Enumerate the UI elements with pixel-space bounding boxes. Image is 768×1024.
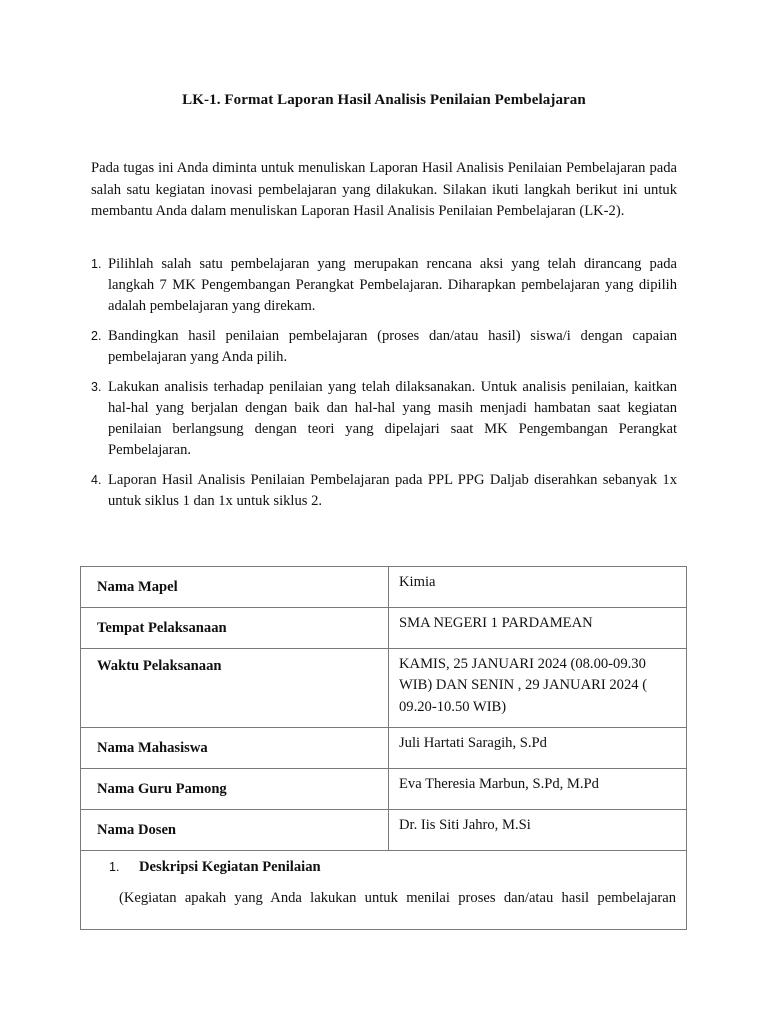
section-heading	[101, 857, 676, 877]
list-item-number: 4.	[91, 473, 102, 487]
list-item-number: 1.	[91, 257, 102, 271]
table-row	[81, 769, 687, 810]
table-row	[81, 649, 687, 728]
row-value: SMA NEGERI 1 PARDAMEAN	[389, 608, 687, 649]
intro-paragraph: Pada tugas ini Anda diminta untuk menuliskan Laporan Hasil Analisis Penilaian Pembelajaran pada salah satu kegiatan inovasi pembelajaran yang dilakukan. Silakan ikuti langkah berikut ini untuk membantu Anda dalam menuliskan Laporan Hasil Analisis Penilaian Pembelajaran (LK-2).	[91, 160, 677, 220]
row-label: Nama Mapel	[81, 567, 389, 608]
table-row	[81, 810, 687, 851]
list-item-text: Bandingkan hasil penilaian pembelajaran (proses dan/atau hasil) siswa/i dengan capaian pembelajaran yang Anda pilih.	[108, 328, 677, 365]
row-value: Eva Theresia Marbun, S.Pd, M.Pd	[389, 769, 687, 810]
section-cell	[81, 851, 687, 930]
list-item	[91, 326, 677, 368]
instruction-list	[91, 254, 677, 521]
row-label: Nama Guru Pamong	[81, 769, 389, 810]
row-label: Waktu Pelaksanaan	[81, 649, 389, 728]
list-item-text: Laporan Hasil Analisis Penilaian Pembelajaran pada PPL PPG Daljab diserahkan sebanyak 1x untuk siklus 1 dan 1x untuk siklus 2.	[108, 472, 677, 509]
identity-table	[80, 566, 687, 930]
row-label: Nama Dosen	[81, 810, 389, 851]
section-body: (Kegiatan apakah yang Anda lakukan untuk menilai proses dan/atau hasil pembelajaran	[119, 890, 676, 906]
table-row	[81, 728, 687, 769]
list-item-number: 2.	[91, 329, 102, 343]
list-item-text: Lakukan analisis terhadap penilaian yang telah dilaksanakan. Untuk analisis penilaian, kaitkan hal-hal yang berjalan dengan baik dan hal-hal yang masih menjadi hambatan saat kegiatan penilaian berlangsung dengan teori yang dipelajari saat MK Pengembangan Perangkat Pembelajaran.	[108, 379, 677, 458]
row-label: Nama Mahasiswa	[81, 728, 389, 769]
section-heading-text: Deskripsi Kegiatan Penilaian	[139, 859, 321, 875]
row-label: Tempat Pelaksanaan	[81, 608, 389, 649]
list-item	[91, 377, 677, 461]
list-item	[91, 254, 677, 317]
row-value: Dr. Iis Siti Jahro, M.Si	[389, 810, 687, 851]
section-number: 1.	[109, 860, 120, 874]
row-value: Juli Hartati Saragih, S.Pd	[389, 728, 687, 769]
row-value: KAMIS, 25 JANUARI 2024 (08.00-09.30 WIB) DAN SENIN , 29 JANUARI 2024 ( 09.20-10.50 WIB)	[389, 649, 687, 728]
list-item-text: Pilihlah salah satu pembelajaran yang merupakan rencana aksi yang telah dirancang pada langkah 7 MK Pengembangan Perangkat Pembelajaran. Diharapkan pembelajaran yang dipilih adalah pembelajaran yang direkam.	[108, 256, 677, 314]
table-row	[81, 567, 687, 608]
row-value: Kimia	[389, 567, 687, 608]
list-item	[91, 470, 677, 512]
table-row	[81, 851, 687, 930]
document-title: LK-1. Format Laporan Hasil Analisis Penilaian Pembelajaran	[182, 92, 586, 108]
list-item-number: 3.	[91, 380, 102, 394]
table-row	[81, 608, 687, 649]
